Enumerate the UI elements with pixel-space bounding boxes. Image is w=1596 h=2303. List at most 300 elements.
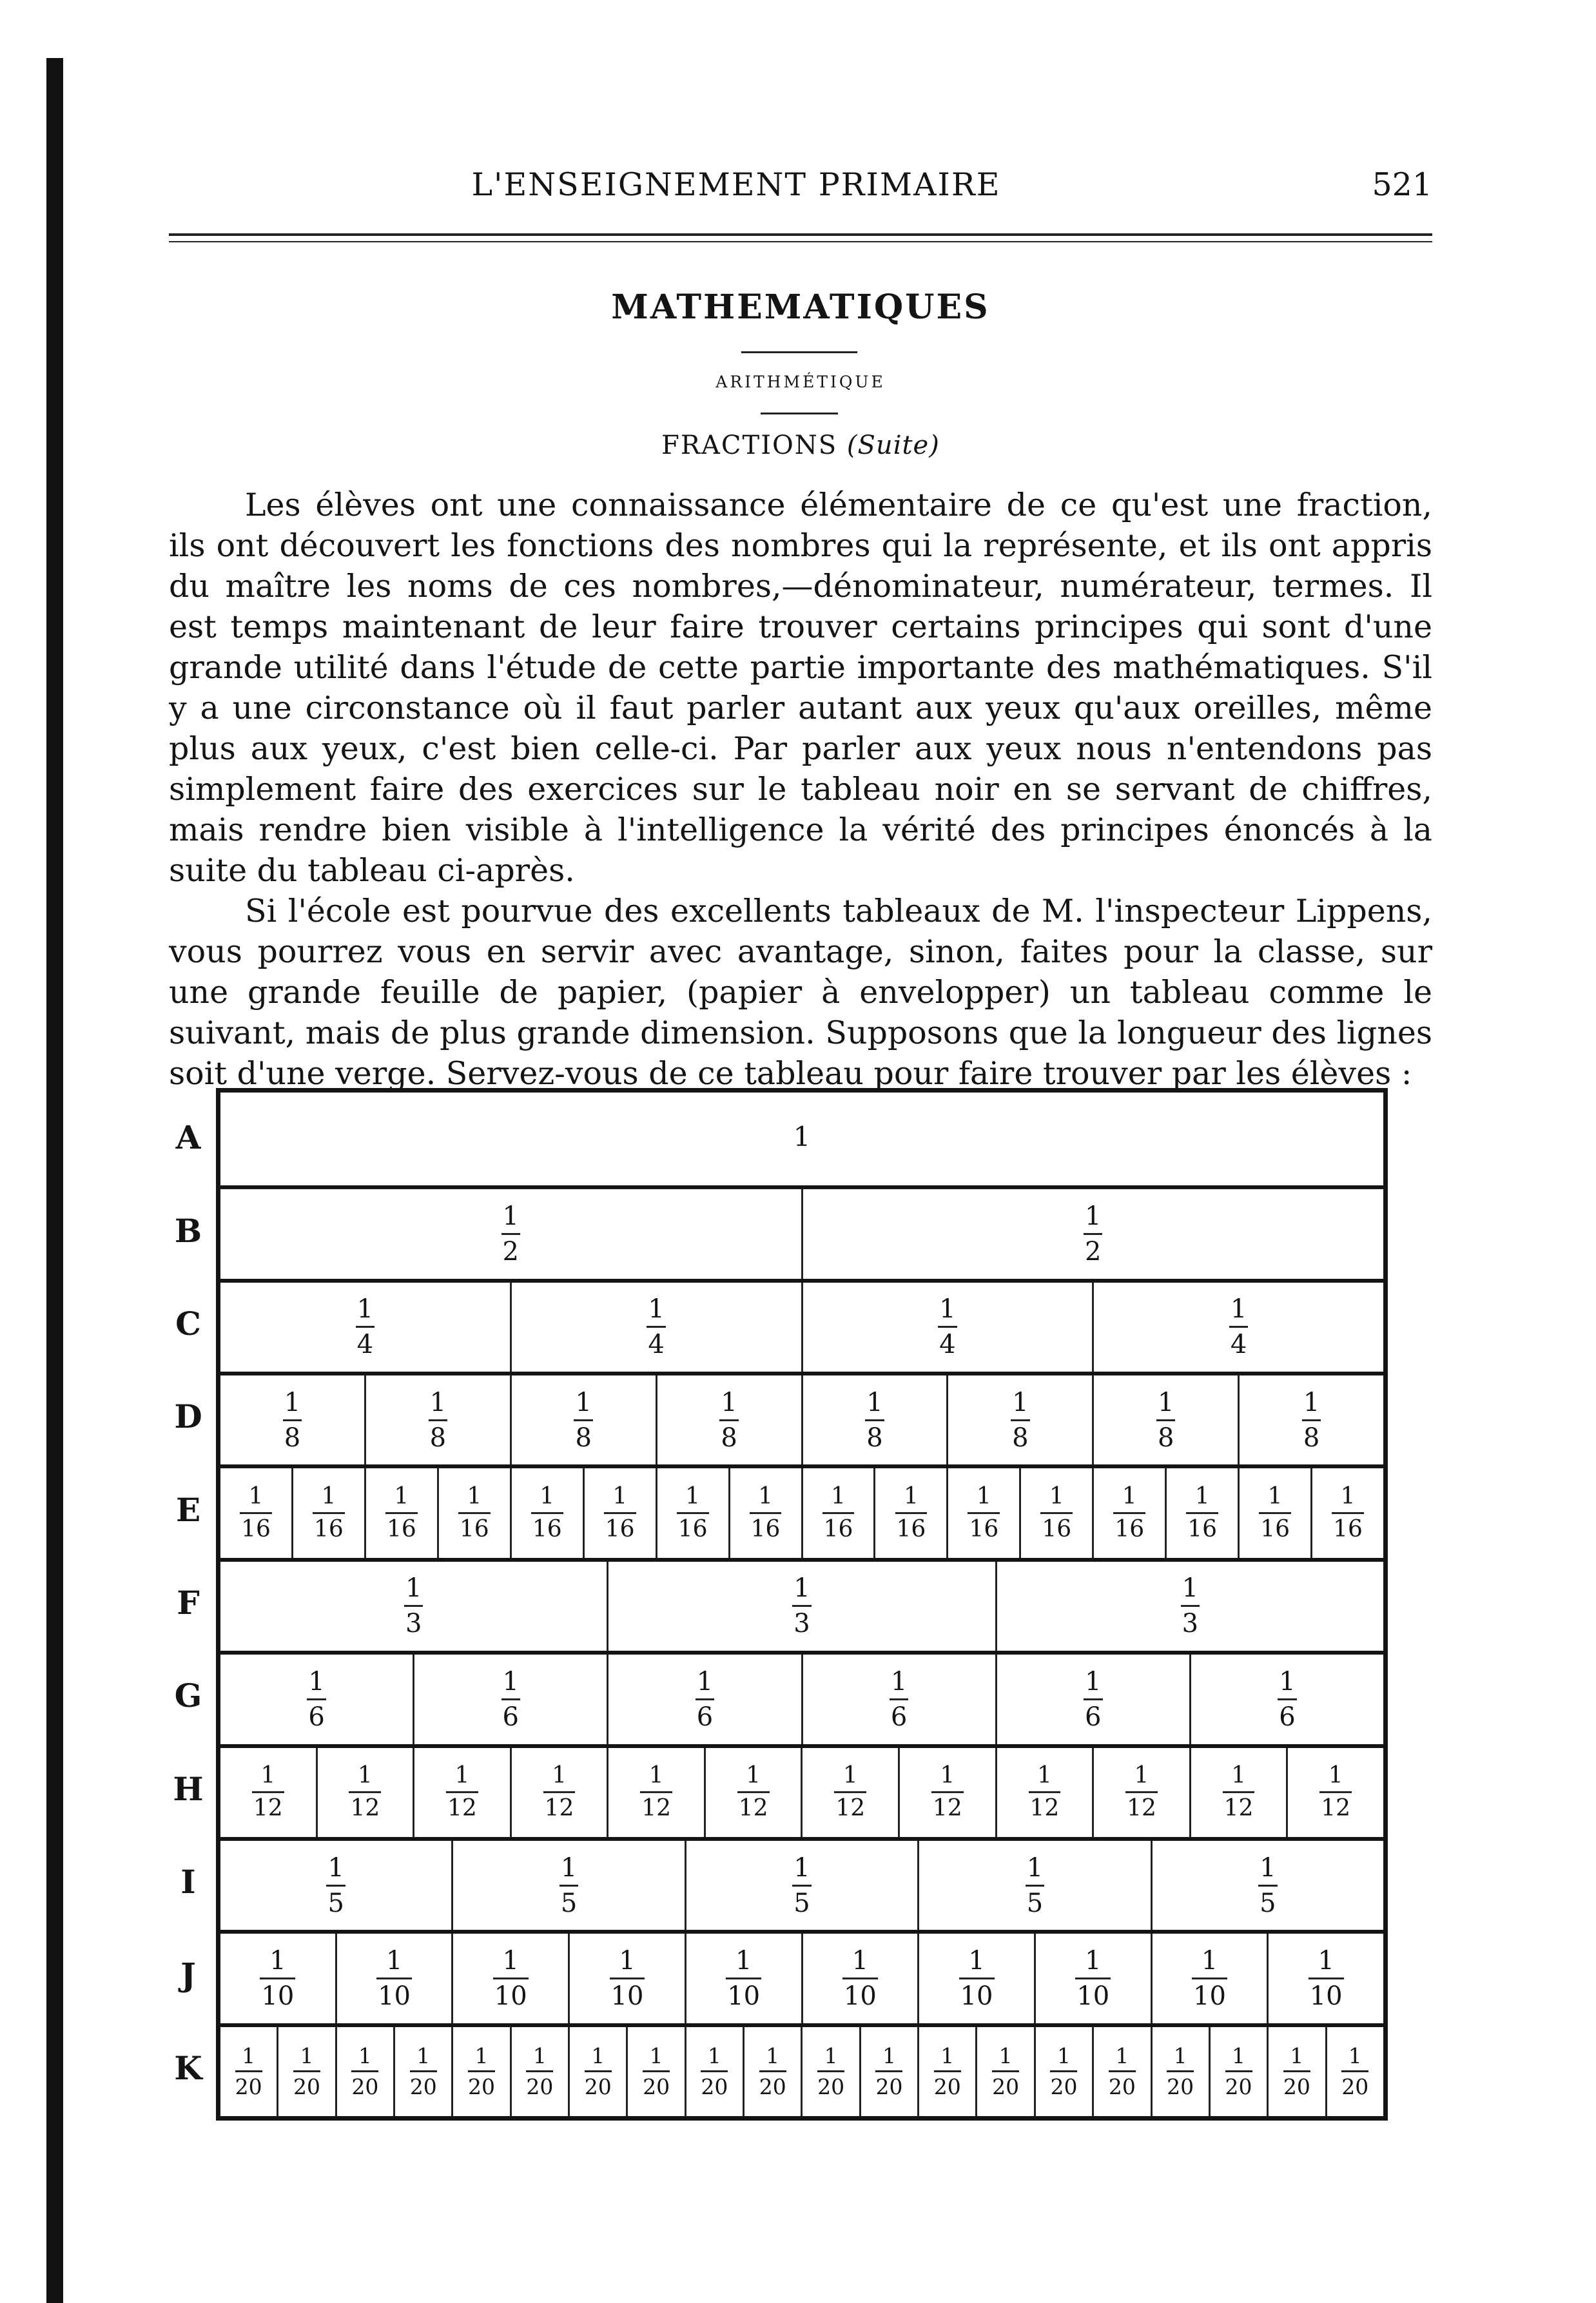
fraction-cell bbox=[413, 1655, 607, 1744]
fraction-cell bbox=[1034, 1934, 1151, 2023]
fraction-cell bbox=[510, 2027, 568, 2116]
fraction-cell bbox=[1019, 1468, 1092, 1557]
fraction-cell bbox=[364, 1375, 510, 1464]
topic-label: FRACTIONS bbox=[661, 431, 838, 460]
fraction-numerator: 1 bbox=[882, 2043, 896, 2069]
fraction-cell bbox=[1165, 1468, 1238, 1557]
row-label-h: H bbox=[173, 1769, 204, 1808]
fraction bbox=[235, 2043, 262, 2100]
fraction-cell bbox=[451, 2027, 509, 2116]
fraction-row-a bbox=[220, 1093, 1383, 1185]
fraction bbox=[458, 1485, 491, 1541]
fraction-cell bbox=[917, 1841, 1150, 1930]
running-title: L'ENSEIGNEMENT PRIMAIRE bbox=[471, 166, 1001, 203]
row-label-g: G bbox=[174, 1676, 202, 1715]
fraction-numerator: 1 bbox=[940, 2043, 955, 2069]
fraction-cell bbox=[1325, 2027, 1383, 2116]
fraction-cell bbox=[607, 1562, 995, 1651]
row-label-d: D bbox=[174, 1397, 202, 1436]
fraction-row-c bbox=[220, 1279, 1383, 1372]
fraction-numerator: 1 bbox=[1085, 1666, 1102, 1696]
fraction-numerator: 1 bbox=[560, 1852, 578, 1883]
fraction-denominator: 20 bbox=[526, 2070, 553, 2097]
title-rule bbox=[741, 351, 857, 353]
fraction-denominator: 5 bbox=[792, 1885, 811, 1916]
fraction-denominator: 10 bbox=[959, 1977, 995, 2009]
fraction-numerator: 1 bbox=[721, 1387, 737, 1417]
fraction-denominator: 16 bbox=[1186, 1512, 1218, 1541]
fraction-numerator: 1 bbox=[1231, 1762, 1247, 1789]
fraction bbox=[1192, 1945, 1227, 2011]
fraction bbox=[1167, 2043, 1194, 2100]
header-double-rule bbox=[169, 233, 1432, 242]
fraction-cell bbox=[220, 1934, 335, 2023]
fraction bbox=[645, 1294, 667, 1360]
fraction-cell bbox=[220, 1655, 413, 1744]
fraction bbox=[1332, 1485, 1364, 1541]
fraction-denominator: 16 bbox=[1113, 1512, 1145, 1541]
fraction-cell bbox=[801, 1468, 874, 1557]
fraction-denominator: 5 bbox=[560, 1885, 578, 1916]
fraction-denominator: 12 bbox=[1029, 1791, 1061, 1820]
fraction-denominator: 8 bbox=[865, 1419, 884, 1451]
fraction-cell bbox=[607, 1748, 704, 1837]
fraction bbox=[1319, 1764, 1352, 1820]
fraction-denominator: 8 bbox=[1302, 1419, 1321, 1451]
fraction bbox=[446, 1764, 478, 1820]
topic-suffix: (Suite) bbox=[846, 431, 940, 460]
fraction-numerator: 1 bbox=[260, 1762, 276, 1789]
fraction bbox=[875, 2043, 903, 2100]
fraction bbox=[1257, 1852, 1278, 1918]
fraction bbox=[1040, 1485, 1073, 1541]
fraction-denominator: 5 bbox=[326, 1885, 345, 1916]
fraction bbox=[791, 1852, 812, 1918]
fraction-cell bbox=[583, 1468, 656, 1557]
fraction-cell bbox=[1092, 1283, 1383, 1372]
fraction bbox=[325, 1852, 346, 1918]
fraction-numerator: 1 bbox=[824, 2043, 838, 2069]
fraction bbox=[933, 2043, 961, 2100]
fraction-numerator: 1 bbox=[385, 1945, 403, 1976]
fraction-numerator: 1 bbox=[1012, 1387, 1029, 1417]
fraction-cell bbox=[873, 1468, 946, 1557]
fraction-cell bbox=[946, 1375, 1092, 1464]
row-label-j: J bbox=[180, 1956, 196, 1994]
fraction-cell bbox=[1310, 1468, 1383, 1557]
fraction-denominator: 6 bbox=[1278, 1698, 1296, 1730]
fraction-numerator: 1 bbox=[540, 1483, 555, 1510]
fraction-numerator: 1 bbox=[1056, 2043, 1071, 2069]
section-title: MATHEMATIQUES bbox=[611, 287, 990, 327]
fraction-cell bbox=[220, 1093, 1383, 1185]
topic-heading bbox=[169, 431, 1432, 460]
fraction-numerator: 1 bbox=[1232, 2043, 1246, 2069]
fraction-denominator: 8 bbox=[283, 1419, 302, 1451]
fraction-cell bbox=[1267, 1934, 1383, 2023]
row-label-i: I bbox=[180, 1863, 196, 1901]
fraction-cell bbox=[1092, 1375, 1238, 1464]
fraction bbox=[572, 1387, 594, 1453]
fraction-cell bbox=[277, 2027, 335, 2116]
fraction bbox=[1075, 1945, 1111, 2011]
fraction-denominator: 16 bbox=[1332, 1512, 1364, 1541]
fraction-cell bbox=[220, 1748, 316, 1837]
fraction-cell bbox=[975, 2027, 1033, 2116]
fraction-row-k bbox=[220, 2023, 1383, 2116]
fraction-denominator: 20 bbox=[235, 2070, 262, 2097]
fraction-cell bbox=[995, 1562, 1383, 1651]
fraction bbox=[1186, 1485, 1218, 1541]
fraction-denominator: 16 bbox=[677, 1512, 709, 1541]
fraction-denominator: 20 bbox=[1283, 2070, 1310, 2097]
fraction-denominator: 20 bbox=[1167, 2070, 1194, 2097]
fraction-denominator: 8 bbox=[719, 1419, 738, 1451]
fraction-cell bbox=[220, 2027, 277, 2116]
fraction-denominator: 10 bbox=[842, 1977, 878, 2009]
fraction bbox=[817, 2043, 845, 2100]
fraction-numerator: 1 bbox=[649, 2043, 663, 2069]
fraction-denominator: 5 bbox=[1258, 1885, 1277, 1916]
fraction-denominator: 16 bbox=[1259, 1512, 1291, 1541]
row-label-f: F bbox=[177, 1584, 200, 1622]
fraction-denominator: 20 bbox=[992, 2070, 1019, 2097]
fraction-cell bbox=[510, 1375, 656, 1464]
fraction-cell bbox=[1286, 1748, 1383, 1837]
fraction-denominator: 20 bbox=[410, 2070, 437, 2097]
fraction-numerator: 1 bbox=[358, 2043, 372, 2069]
fraction-row-g bbox=[220, 1651, 1383, 1744]
fraction-numerator: 1 bbox=[1085, 1201, 1102, 1232]
fraction bbox=[1283, 2043, 1310, 2100]
fraction-denominator: 20 bbox=[585, 2070, 612, 2097]
fraction-cell bbox=[607, 1655, 801, 1744]
fraction-denominator: 12 bbox=[834, 1791, 866, 1820]
fraction-numerator: 1 bbox=[758, 1483, 773, 1510]
fraction-cell bbox=[1238, 1375, 1383, 1464]
fraction-denominator: 16 bbox=[240, 1512, 272, 1541]
fraction-cell bbox=[801, 1748, 898, 1837]
fraction bbox=[1050, 2043, 1078, 2100]
fraction-cell bbox=[656, 1375, 801, 1464]
fraction bbox=[643, 2043, 670, 2100]
fraction bbox=[726, 1945, 761, 2011]
fraction-numerator: 1 bbox=[1085, 1945, 1102, 1976]
fraction-denominator: 6 bbox=[501, 1698, 520, 1730]
fraction bbox=[584, 2043, 612, 2100]
fraction bbox=[1225, 2043, 1252, 2100]
fraction-denominator: 12 bbox=[737, 1791, 770, 1820]
fraction-denominator: 12 bbox=[931, 1791, 964, 1820]
fraction-numerator: 1 bbox=[852, 1945, 869, 1976]
fraction-denominator: 12 bbox=[252, 1791, 284, 1820]
fraction-row-d bbox=[220, 1372, 1383, 1464]
fraction bbox=[694, 1666, 715, 1732]
fraction-cell bbox=[1092, 1468, 1165, 1557]
fraction-cell bbox=[859, 2027, 917, 2116]
fraction-numerator: 1 bbox=[1134, 1762, 1149, 1789]
fraction-numerator: 1 bbox=[793, 1852, 810, 1883]
fraction bbox=[403, 1575, 424, 1637]
paragraph-2: Si l'école est pourvue des excellents tableaux de M. l'inspecteur Lippens, vous pourrez vous en servir avec avantage, sinon, faites pour la classe, sur une grande feuille de papier, (papier à envelopper) un tableau comme le suivant, mais de plus grande dimension. Supposons que la longueur des lignes soit d'une verge. Servez-vous de ce tableau pour faire trouver par les élèves : bbox=[169, 893, 1432, 1092]
fraction-cell bbox=[801, 1934, 918, 2023]
fraction-cell bbox=[568, 2027, 626, 2116]
fraction-denominator: 20 bbox=[351, 2070, 378, 2097]
fraction-numerator: 1 bbox=[575, 1387, 592, 1417]
row-label-k: K bbox=[174, 2048, 202, 2087]
fraction-denominator: 20 bbox=[293, 2070, 320, 2097]
fraction-denominator: 12 bbox=[446, 1791, 478, 1820]
fraction bbox=[1082, 1666, 1104, 1732]
fraction-row-h bbox=[220, 1744, 1383, 1837]
fraction-cell bbox=[704, 1748, 801, 1837]
fraction bbox=[252, 1764, 284, 1820]
fraction-cell bbox=[995, 1748, 1093, 1837]
fraction-numerator: 1 bbox=[1328, 1762, 1343, 1789]
fraction bbox=[376, 1945, 412, 2011]
fraction bbox=[1108, 2043, 1136, 2100]
subsection-title: ARITHMÉTIQUE bbox=[715, 373, 886, 391]
fraction-denominator: 10 bbox=[260, 1977, 295, 2009]
fraction-cell bbox=[451, 1841, 684, 1930]
fraction-denominator: 12 bbox=[1125, 1791, 1158, 1820]
fraction-cell bbox=[801, 1189, 1384, 1278]
fraction-cell bbox=[801, 2027, 859, 2116]
fraction-denominator: 20 bbox=[1050, 2070, 1077, 2097]
fraction-cell bbox=[451, 1934, 568, 2023]
fraction-numerator: 1 bbox=[793, 1573, 810, 1604]
fraction-denominator: 16 bbox=[385, 1512, 418, 1541]
fraction bbox=[640, 1764, 672, 1820]
fraction-cell bbox=[510, 1283, 801, 1372]
fraction-cell bbox=[1209, 2027, 1267, 2116]
fraction bbox=[1125, 1764, 1158, 1820]
fraction-denominator: 10 bbox=[610, 1977, 645, 2009]
fraction-row-b bbox=[220, 1185, 1383, 1278]
fraction-numerator: 1 bbox=[321, 1483, 336, 1510]
fraction-numerator: 1 bbox=[1173, 2043, 1187, 2069]
page-spine-shadow bbox=[46, 58, 63, 2303]
fraction-denominator: 16 bbox=[822, 1512, 855, 1541]
fraction bbox=[1223, 1764, 1255, 1820]
fraction-numerator: 1 bbox=[866, 1387, 883, 1417]
fraction-denominator: 10 bbox=[376, 1977, 412, 2009]
fraction-denominator: 20 bbox=[1109, 2070, 1136, 2097]
fraction-numerator: 1 bbox=[416, 2043, 431, 2069]
fraction-cell bbox=[946, 1468, 1019, 1557]
fraction-cell bbox=[1189, 1655, 1383, 1744]
fraction bbox=[260, 1945, 295, 2011]
fraction bbox=[1301, 1387, 1322, 1453]
fraction-denominator: 4 bbox=[356, 1326, 375, 1357]
fraction-cell bbox=[898, 1748, 995, 1837]
fraction bbox=[864, 1387, 885, 1453]
fraction-denominator: 16 bbox=[313, 1512, 345, 1541]
fraction-numerator: 1 bbox=[793, 1121, 811, 1153]
fraction bbox=[604, 1485, 636, 1541]
fraction-denominator: 6 bbox=[1084, 1698, 1102, 1730]
fraction bbox=[822, 1485, 855, 1541]
fraction-cell bbox=[220, 1841, 451, 1930]
fraction-denominator: 20 bbox=[468, 2070, 495, 2097]
fraction-numerator: 1 bbox=[300, 2043, 314, 2069]
fraction-numerator: 1 bbox=[1303, 1387, 1320, 1417]
fraction-cell bbox=[917, 1934, 1034, 2023]
fraction-cell bbox=[220, 1283, 510, 1372]
fraction-numerator: 1 bbox=[766, 2043, 780, 2069]
fraction-numerator: 1 bbox=[619, 1945, 636, 1976]
fraction-numerator: 1 bbox=[405, 1573, 422, 1604]
fraction-cell bbox=[1092, 2027, 1150, 2116]
fraction bbox=[1082, 1203, 1104, 1265]
fraction bbox=[543, 1764, 576, 1820]
fraction-denominator: 8 bbox=[1011, 1419, 1029, 1451]
row-label-c: C bbox=[175, 1304, 201, 1343]
fraction-denominator: 6 bbox=[890, 1698, 908, 1730]
fraction-denominator: 3 bbox=[404, 1605, 423, 1637]
fraction-denominator: 10 bbox=[726, 1977, 761, 2009]
fraction-denominator: 16 bbox=[531, 1512, 563, 1541]
row-label-b: B bbox=[174, 1211, 202, 1250]
fraction-numerator: 1 bbox=[746, 1762, 761, 1789]
fraction-denominator: 8 bbox=[429, 1419, 447, 1451]
fraction-numerator: 1 bbox=[308, 1666, 325, 1696]
fraction-denominator: 10 bbox=[1192, 1977, 1227, 2009]
fraction bbox=[306, 1666, 327, 1732]
fraction-cell bbox=[220, 1468, 291, 1557]
fraction-numerator: 1 bbox=[454, 1762, 470, 1789]
fraction bbox=[409, 2043, 437, 2100]
fraction bbox=[493, 1945, 529, 2011]
fraction-numerator: 1 bbox=[648, 1294, 665, 1325]
fraction bbox=[968, 1485, 1000, 1541]
fraction-denominator: 16 bbox=[458, 1512, 491, 1541]
fraction bbox=[1029, 1764, 1061, 1820]
fraction bbox=[531, 1485, 563, 1541]
fraction-numerator: 1 bbox=[248, 1483, 264, 1510]
fraction-cell bbox=[437, 1468, 510, 1557]
fraction-numerator: 1 bbox=[707, 2043, 721, 2069]
fraction-denominator: 10 bbox=[1309, 1977, 1344, 2009]
fraction bbox=[1155, 1387, 1176, 1453]
row-label-a: A bbox=[175, 1118, 201, 1157]
fraction-numerator: 1 bbox=[612, 1483, 628, 1510]
fraction-cell bbox=[568, 1934, 685, 2023]
paragraph-1: Les élèves ont une connaissance élémentaire de ce qu'est une fraction, ils ont découvert les fonctions des nombres qui la représente, et ils ont appris du maître les noms de ces nombres,—dénominateur, numérateur, termes. Il est temps maintenant de leur faire trouver certains principes qui sont d'une grande utilité dans l'étude de cette partie importante des mathématiques. S'il y a une circonstance où il faut parler autant aux yeux qu'aux oreilles, même plus aux yeux, c'est bien celle-ci. Par parler aux yeux nous n'entendons pas simplement faire des exercices sur le tableau noir en se servant de chiffres, mais rendre bien visible à l'intelligence la vérité des principes énoncés à la suite du tableau ci-après. bbox=[169, 487, 1432, 889]
fraction-numerator: 1 bbox=[968, 1945, 985, 1976]
fraction-denominator: 8 bbox=[574, 1419, 592, 1451]
fraction-cell bbox=[364, 1468, 437, 1557]
fraction-denominator: 6 bbox=[696, 1698, 714, 1730]
fraction-denominator: 10 bbox=[493, 1977, 529, 2009]
fraction-cell bbox=[1151, 2027, 1209, 2116]
fraction bbox=[718, 1387, 739, 1453]
fraction-row-i bbox=[220, 1837, 1383, 1930]
fraction-denominator: 20 bbox=[934, 2070, 961, 2097]
fraction-numerator: 1 bbox=[940, 1762, 955, 1789]
fraction-numerator: 1 bbox=[1340, 1483, 1356, 1510]
fraction bbox=[931, 1764, 964, 1820]
fraction-numerator: 1 bbox=[1267, 1483, 1283, 1510]
fraction-numerator: 1 bbox=[1026, 1852, 1044, 1883]
page-number: 521 bbox=[1372, 166, 1432, 203]
fraction bbox=[427, 1387, 449, 1453]
fraction-cell bbox=[1034, 2027, 1092, 2116]
fraction-cell bbox=[743, 2027, 801, 2116]
fraction bbox=[526, 2043, 554, 2100]
fraction-cell bbox=[1267, 2027, 1325, 2116]
fraction-denominator: 4 bbox=[938, 1326, 957, 1357]
fraction bbox=[992, 2043, 1020, 2100]
fraction-cell bbox=[728, 1468, 801, 1557]
fraction-cell bbox=[291, 1468, 364, 1557]
fraction-numerator: 1 bbox=[1279, 1666, 1296, 1696]
fraction bbox=[349, 1764, 381, 1820]
fraction-numerator: 1 bbox=[685, 1483, 701, 1510]
fraction-cell bbox=[685, 1841, 917, 1930]
fraction bbox=[834, 1764, 866, 1820]
fraction-cell bbox=[1238, 1468, 1310, 1557]
fraction bbox=[558, 1852, 579, 1918]
fraction-numerator: 1 bbox=[1194, 1483, 1210, 1510]
fraction-numerator: 1 bbox=[591, 2043, 605, 2069]
fraction-cell bbox=[1151, 1934, 1267, 2023]
fraction-numerator: 1 bbox=[1049, 1483, 1064, 1510]
fraction-numerator: 1 bbox=[976, 1483, 991, 1510]
fraction-denominator: 16 bbox=[968, 1512, 1000, 1541]
fraction bbox=[240, 1485, 272, 1541]
fraction-denominator: 20 bbox=[759, 2070, 786, 2097]
fraction-numerator: 1 bbox=[1230, 1294, 1247, 1325]
fraction-numerator: 1 bbox=[1260, 1852, 1276, 1883]
fraction bbox=[293, 2043, 321, 2100]
fraction-row-e bbox=[220, 1464, 1383, 1557]
fraction-denominator: 16 bbox=[604, 1512, 636, 1541]
fraction-denominator: 6 bbox=[307, 1698, 326, 1730]
fraction-denominator: 20 bbox=[1225, 2070, 1252, 2097]
fraction bbox=[500, 1203, 521, 1265]
fraction-cell bbox=[917, 2027, 975, 2116]
body-text bbox=[169, 485, 1432, 1094]
fraction-numerator: 1 bbox=[890, 1666, 908, 1696]
fraction-numerator: 1 bbox=[1201, 1945, 1218, 1976]
fraction-numerator: 1 bbox=[998, 2043, 1013, 2069]
fraction-cell bbox=[1189, 1748, 1287, 1837]
fraction-numerator: 1 bbox=[394, 1483, 409, 1510]
fraction-numerator: 1 bbox=[1115, 2043, 1129, 2069]
fraction-denominator: 12 bbox=[543, 1791, 576, 1820]
fraction-denominator: 12 bbox=[640, 1791, 672, 1820]
fraction bbox=[1341, 2043, 1369, 2100]
fraction-numerator: 1 bbox=[552, 1762, 567, 1789]
fraction-numerator: 1 bbox=[357, 1762, 373, 1789]
fraction-numerator: 1 bbox=[1157, 1387, 1174, 1417]
fraction-numerator: 1 bbox=[429, 1387, 447, 1417]
fraction-denominator: 5 bbox=[1026, 1885, 1044, 1916]
fraction bbox=[737, 1764, 770, 1820]
fraction-numerator: 1 bbox=[939, 1294, 956, 1325]
fraction-numerator: 1 bbox=[356, 1294, 374, 1325]
fraction-cell bbox=[316, 1748, 413, 1837]
fraction-denominator: 20 bbox=[1341, 2070, 1368, 2097]
fraction-denominator: 20 bbox=[701, 2070, 728, 2097]
fraction-numerator: 1 bbox=[502, 1945, 519, 1976]
fraction-denominator: 12 bbox=[1223, 1791, 1255, 1820]
fraction-numerator: 1 bbox=[903, 1483, 919, 1510]
fraction bbox=[468, 2043, 496, 2100]
fraction-denominator: 8 bbox=[1156, 1419, 1175, 1451]
fraction-numerator: 1 bbox=[474, 2043, 489, 2069]
